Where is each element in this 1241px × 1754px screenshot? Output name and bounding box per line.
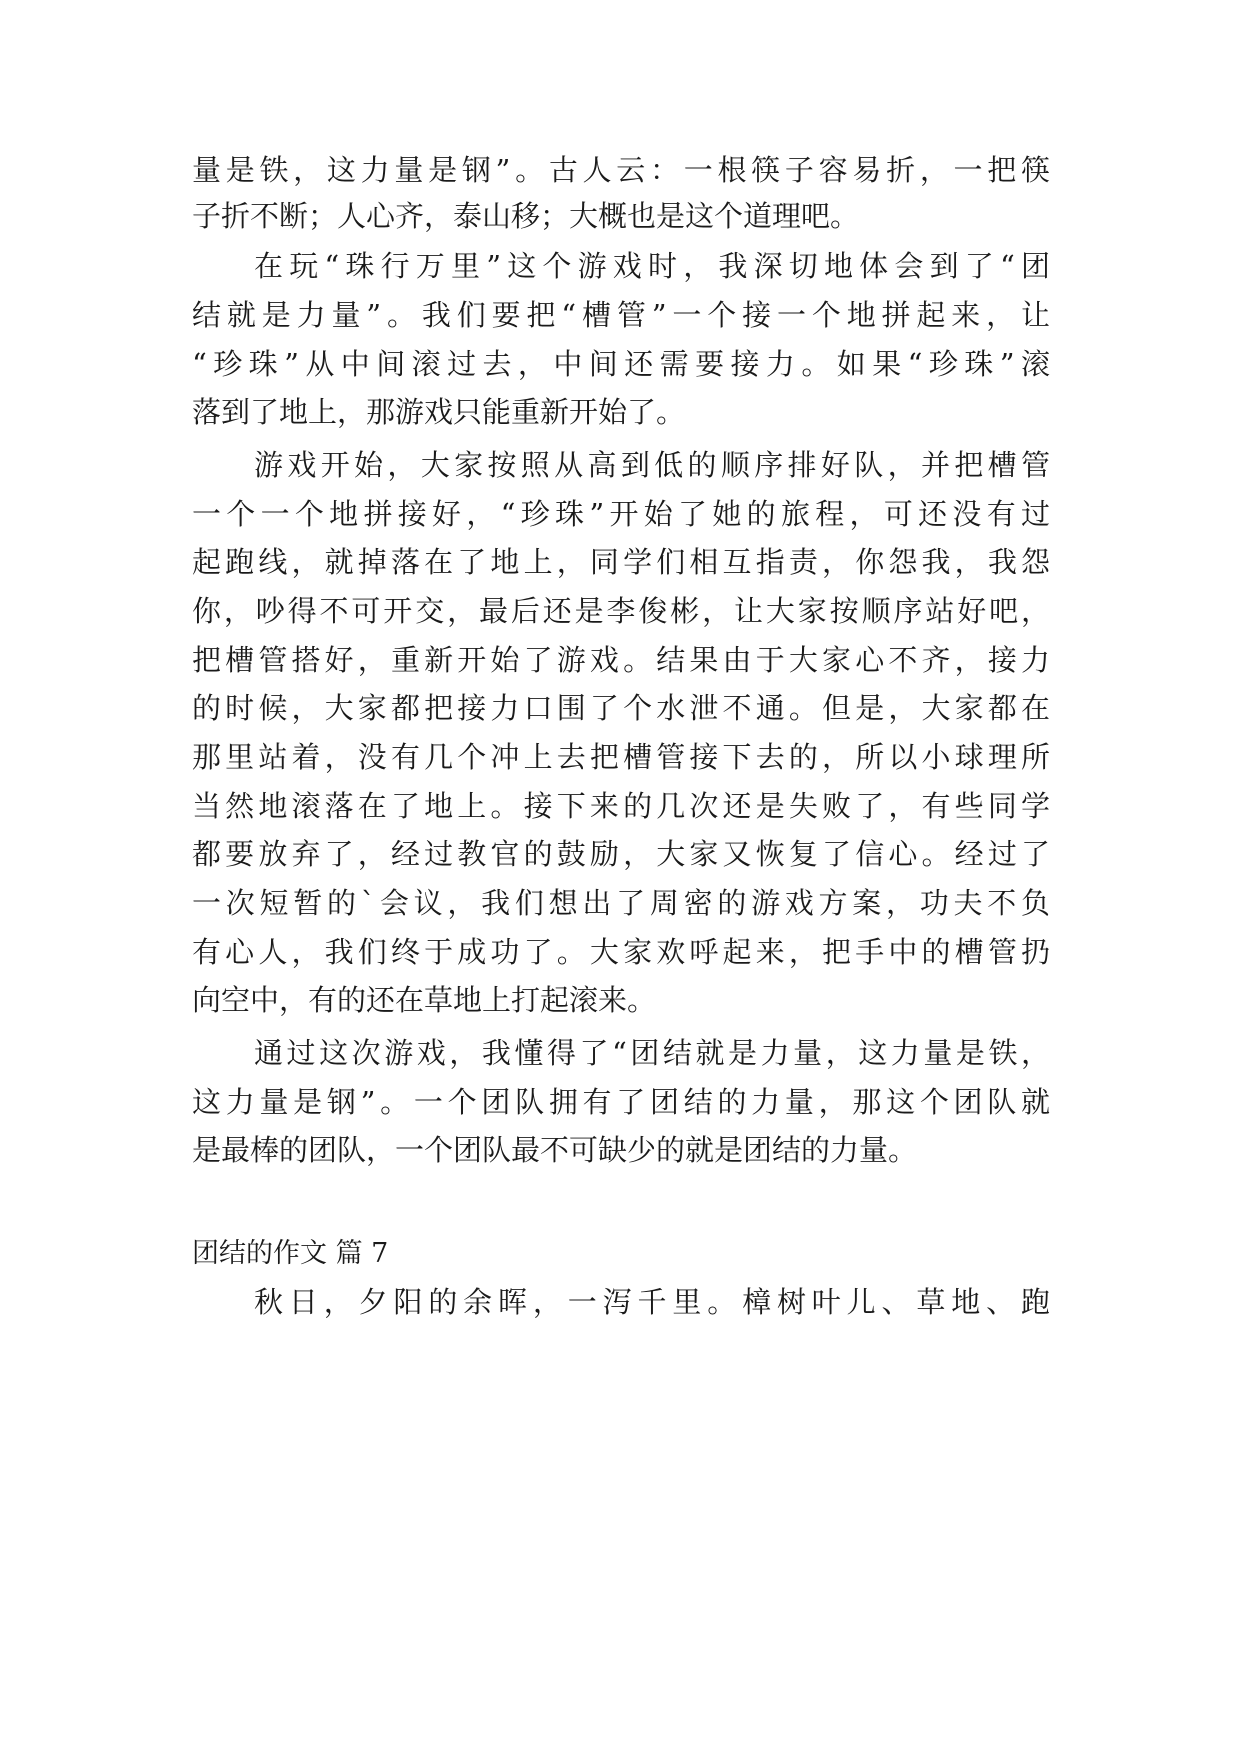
text-line: 起跑线，就掉落在了地上，同学们相互指责，你怨我，我怨 (192, 545, 1050, 579)
text-line: 结就是力量”。我们要把“槽管”一个接一个地拼起来，让 (192, 298, 1050, 332)
text-line: 这力量是钢”。一个团队拥有了团结的力量，那这个团队就 (192, 1085, 1050, 1119)
text-line: 把槽管搭好，重新开始了游戏。结果由于大家心不齐，接力 (192, 643, 1050, 677)
text-line: 当然地滚落在了地上。接下来的几次还是失败了，有些同学 (192, 789, 1050, 823)
section-heading: 团结的作文 篇 7 (192, 1238, 389, 1269)
text-line: “珍珠”从中间滚过去，中间还需要接力。如果“珍珠”滚 (192, 347, 1050, 381)
text-line: 通过这次游戏，我懂得了“团结就是力量，这力量是铁， (254, 1036, 1050, 1070)
text-line: 秋日，夕阳的余晖，一泻千里。樟树叶儿、草地、跑 (254, 1285, 1050, 1319)
text-line: 都要放弃了，经过教官的鼓励，大家又恢复了信心。经过了 (192, 837, 1050, 871)
text-line: 是最棒的团队，一个团队最不可缺少的就是团结的力量。 (192, 1133, 918, 1167)
text-line: 落到了地上，那游戏只能重新开始了。 (192, 395, 686, 429)
text-line: 子折不断；人心齐，泰山移；大概也是这个道理吧。 (192, 199, 860, 233)
text-line: 一次短暂的`会议，我们想出了周密的游戏方案，功夫不负 (192, 886, 1050, 920)
text-line: 在玩“珠行万里”这个游戏时，我深切地体会到了“团 (254, 249, 1050, 283)
text-line: 有心人，我们终于成功了。大家欢呼起来，把手中的槽管扔 (192, 935, 1050, 969)
text-line: 那里站着，没有几个冲上去把槽管接下去的，所以小球理所 (192, 740, 1050, 774)
text-line: 的时候，大家都把接力口围了个水泄不通。但是，大家都在 (192, 691, 1050, 725)
text-line: 量是铁，这力量是钢”。古人云：一根筷子容易折，一把筷 (192, 153, 1050, 187)
text-line: 你，吵得不可开交，最后还是李俊彬，让大家按顺序站好吧， (192, 594, 1050, 628)
text-line: 游戏开始，大家按照从高到低的顺序排好队，并把槽管 (254, 448, 1050, 482)
text-line: 一个一个地拼接好，“珍珠”开始了她的旅程，可还没有过 (192, 497, 1050, 531)
text-line: 向空中，有的还在草地上打起滚来。 (192, 983, 657, 1017)
